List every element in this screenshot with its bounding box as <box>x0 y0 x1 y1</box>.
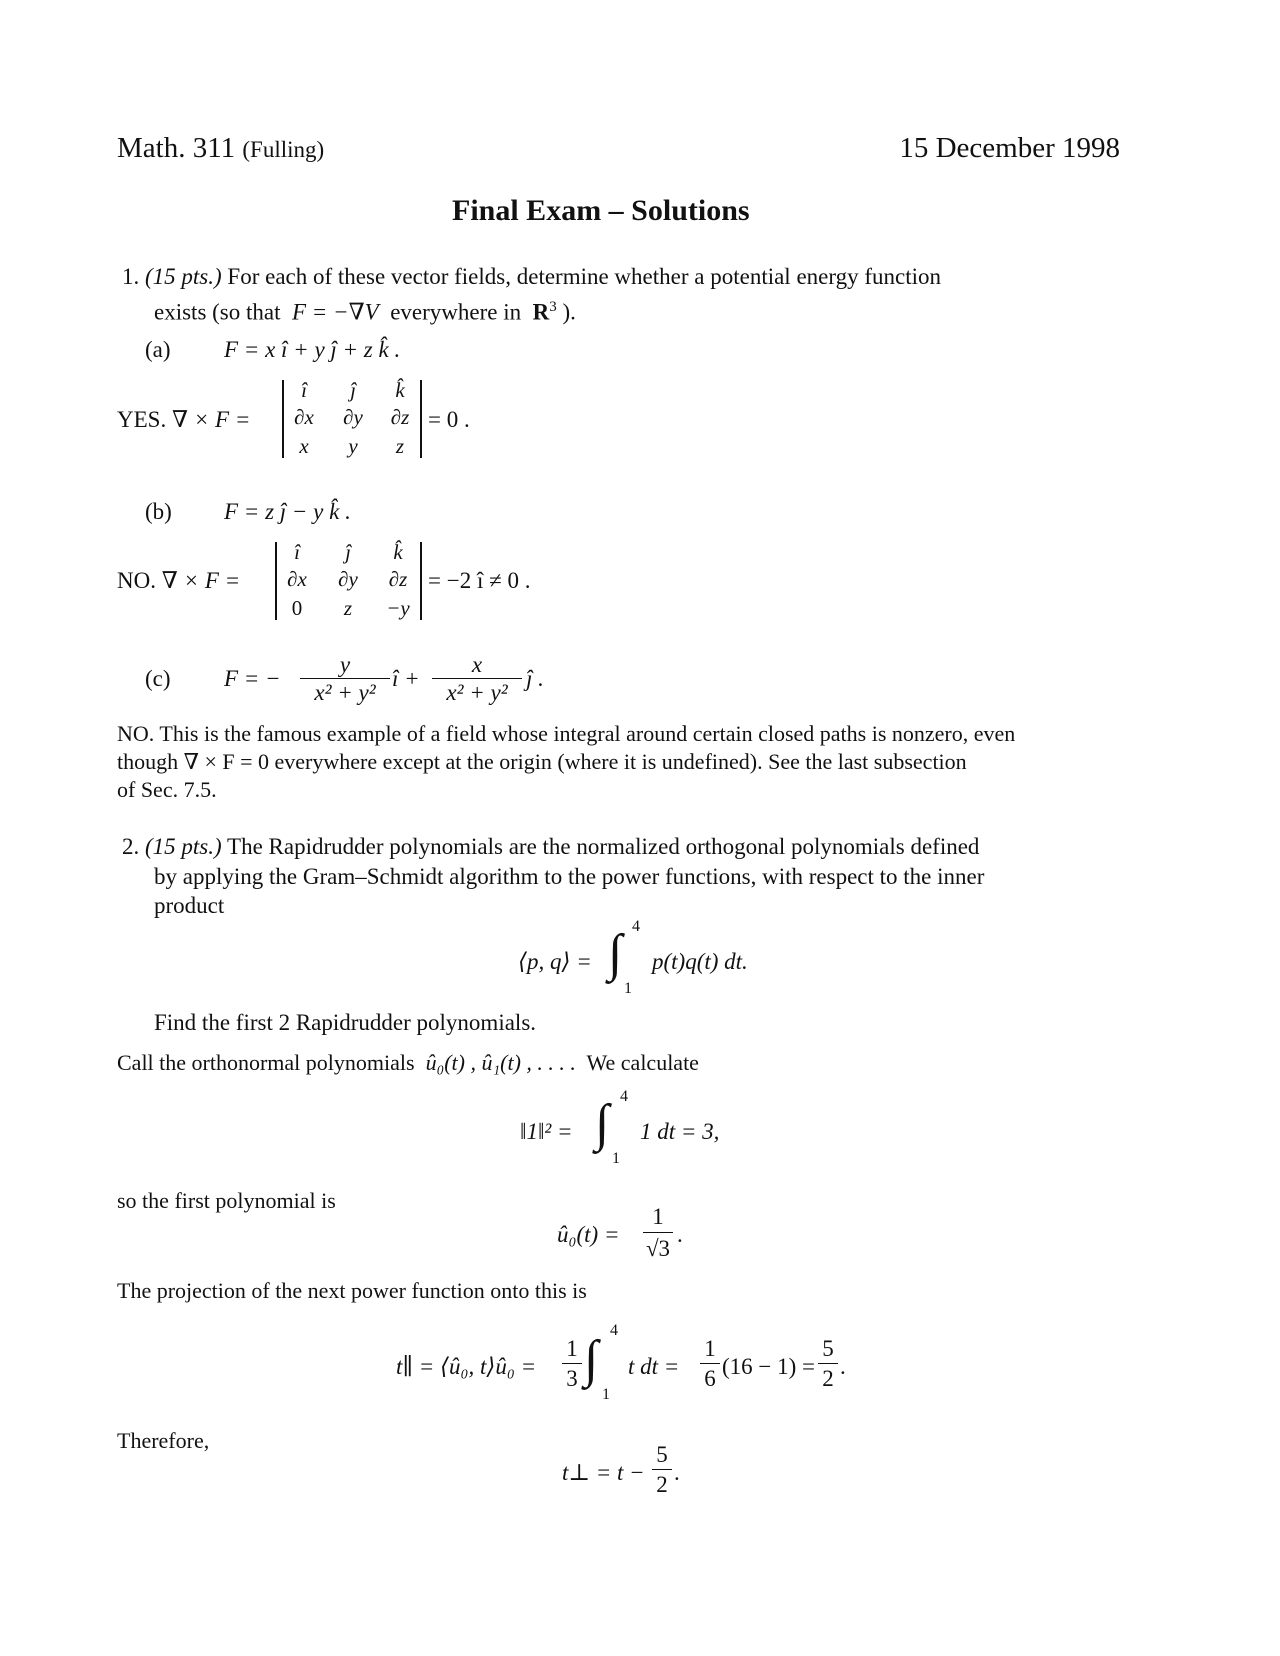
det-cell: ∂z <box>388 567 408 591</box>
part-b-result: = −2 î ≠ 0 . <box>428 568 531 593</box>
det-cell: 0 <box>291 596 303 620</box>
problem-2-statement: 2. (15 pts.) The Rapidrudder polynomials are the normalized orthogonal polynomials defined <box>122 834 980 859</box>
integral-sign-icon: ∫ <box>608 925 623 982</box>
part-b-label: (b) <box>145 499 172 524</box>
frac-numerator: 5 <box>656 1442 668 1467</box>
frac-denominator: x² + y² <box>314 680 376 705</box>
det-cell: ĵ <box>350 378 356 402</box>
projection-mid: t dt = <box>628 1354 680 1379</box>
det-cell: z <box>343 596 353 620</box>
part-c-mid: î + <box>392 666 420 691</box>
frac-numerator: 1 <box>652 1204 664 1229</box>
det-cell: ∂x <box>294 405 314 429</box>
det-cell: î <box>294 540 300 564</box>
course-title: Math. 311 (Fulling) <box>117 132 325 164</box>
part-a-field: F = x î + y ĵ + z k̂ . <box>224 337 401 362</box>
call-text: Call the orthonormal polynomials û₀(t) , û₁(t) , . . . . We calculate <box>117 1050 699 1075</box>
det-cell: x <box>299 434 309 458</box>
fraction-bar <box>643 1232 673 1233</box>
det-bar-right <box>420 542 422 620</box>
instructor: (Fulling) <box>242 137 325 162</box>
part-b-answer: NO. ∇ × F = <box>117 568 241 593</box>
integral-sign-icon: ∫ <box>584 1331 599 1388</box>
problem-2-statement-line2: by applying the Gram–Schmidt algorithm to the power functions, with respect to the inner <box>154 864 985 889</box>
part-c-label: (c) <box>145 666 171 691</box>
norm-lhs: ‖1‖² = <box>520 1119 573 1144</box>
det-cell: k̂ <box>395 378 405 402</box>
frac-numerator: 1 <box>704 1336 716 1361</box>
frac-numerator: 5 <box>822 1336 834 1361</box>
frac-denominator: x² + y² <box>446 680 508 705</box>
norm-rhs: 1 dt = 3, <box>640 1119 720 1144</box>
integral-sign-icon: ∫ <box>595 1095 610 1152</box>
u0-end: . <box>677 1222 683 1247</box>
integral-upper: 4 <box>610 1322 618 1339</box>
det-cell: k̂ <box>393 540 403 564</box>
problem-2-statement-line3: product <box>154 893 225 918</box>
first-poly-text: so the first polynomial is <box>117 1188 336 1213</box>
part-c-answer: NO. This is the famous example of a field whose integral around certain closed paths is nonzero, even though ∇ × F = 0 everywhere except at the origin (where it is undefined). See the last subsection of Sec. 7.5. <box>117 721 1016 802</box>
det-cell: y <box>348 434 358 458</box>
frac-numerator: x <box>471 652 483 677</box>
therefore-text: Therefore, <box>117 1428 210 1453</box>
find-text: Find the first 2 Rapidrudder polynomials. <box>154 1010 537 1035</box>
projection-end: . <box>840 1354 846 1379</box>
det-cell: ∂x <box>287 567 307 591</box>
det-cell: −y <box>386 596 410 620</box>
tperp-end: . <box>674 1460 680 1485</box>
exam-date: 15 December 1998 <box>899 132 1120 164</box>
page-title: Final Exam – Solutions <box>452 194 750 227</box>
det-cell: ∂y <box>338 567 358 591</box>
det-cell: ∂z <box>390 405 410 429</box>
frac-denominator: 2 <box>822 1366 834 1391</box>
part-a-result: = 0 . <box>428 407 470 432</box>
projection-text: The projection of the next power function onto this is <box>117 1278 587 1303</box>
problem-1-statement-line2: exists (so that F = −∇V everywhere in $R^3$ ). <box>154 299 576 325</box>
det-cell: ∂y <box>343 405 363 429</box>
det-cell: z <box>395 434 405 458</box>
tperp-lhs: t⊥ = t − <box>562 1460 645 1485</box>
inner-product-lhs: ⟨p, q⟩ = <box>518 949 592 974</box>
problem-1-statement: 1. (15 pts.) For each of these vector fields, determine whether a potential energy function <box>122 264 942 289</box>
frac-denominator: 2 <box>656 1472 668 1497</box>
integral-lower: 1 <box>624 980 632 997</box>
part-a-answer: YES. ∇ × F = <box>117 407 251 432</box>
part-c-end: ĵ . <box>526 666 544 691</box>
frac-numerator: y <box>339 652 351 677</box>
integral-lower: 1 <box>612 1150 620 1167</box>
det-cell: î <box>301 378 307 402</box>
integral-upper: 4 <box>632 918 640 935</box>
integral-upper: 4 <box>620 1088 628 1105</box>
frac-numerator: 1 <box>566 1336 578 1361</box>
part-a-label: (a) <box>145 337 171 362</box>
projection-mid2: (16 − 1) = <box>722 1354 816 1379</box>
integral-lower: 1 <box>602 1386 610 1403</box>
projection-lhs: t∥ = ⟨û₀, t⟩û₀ = <box>396 1354 537 1379</box>
part-b-field: F = z ĵ − y k̂ . <box>224 499 351 524</box>
frac-denominator: √3 <box>645 1236 671 1261</box>
frac-denominator: 3 <box>566 1366 578 1391</box>
det-cell: ĵ <box>345 540 351 564</box>
part-c-lhs: F = − <box>224 666 281 691</box>
u0-lhs: û₀(t) = <box>557 1222 620 1247</box>
inner-product-integrand: p(t)q(t) dt. <box>652 949 748 974</box>
frac-denominator: 6 <box>704 1366 716 1391</box>
